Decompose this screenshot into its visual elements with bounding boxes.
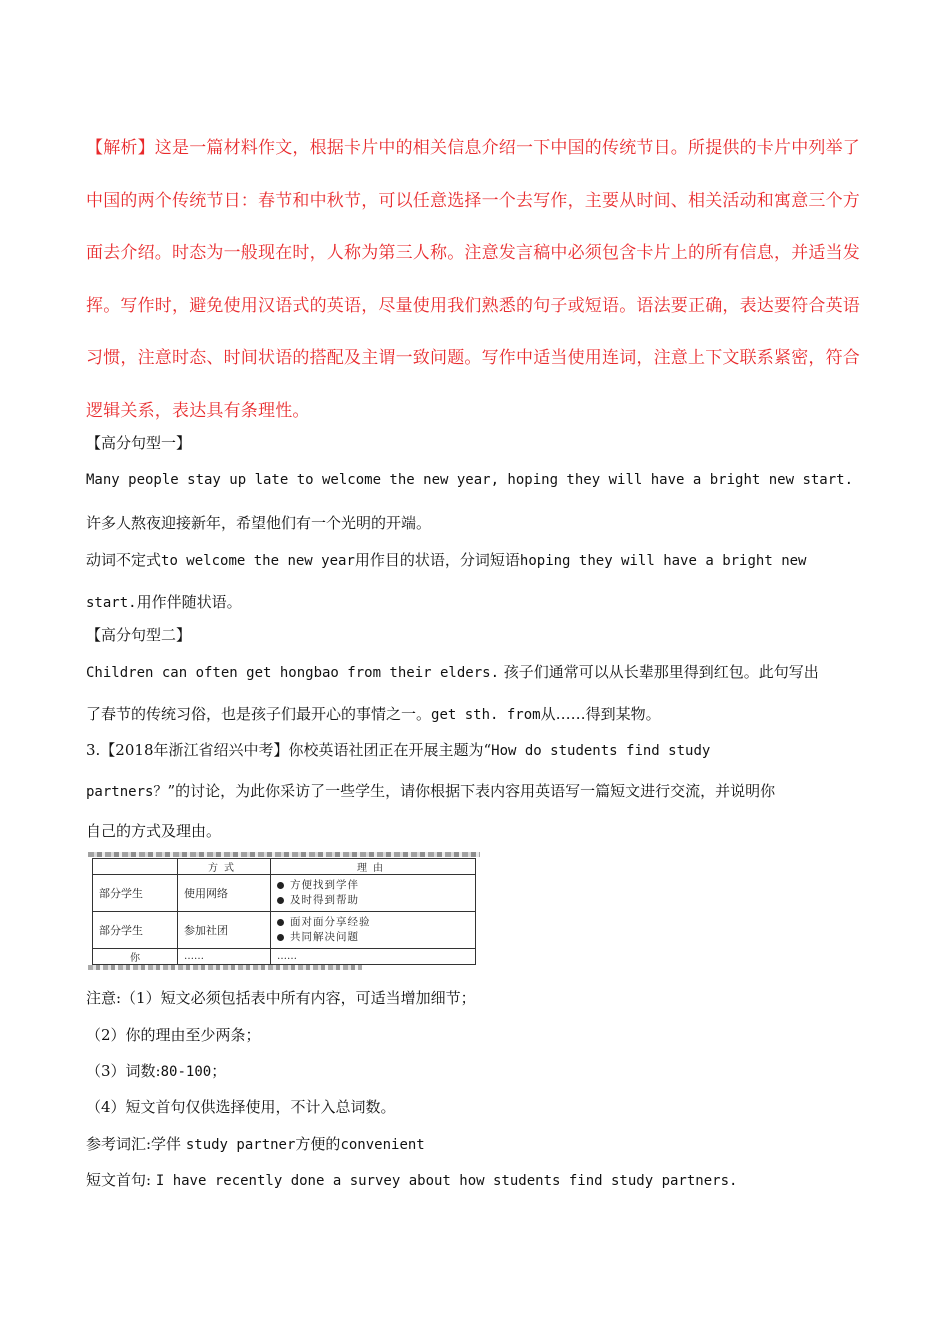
- note-2: （2）你的理由至少两条；: [86, 1026, 261, 1044]
- first-sentence-label: 短文首句:: [86, 1171, 152, 1189]
- pattern2-heading: 【高分句型二】: [86, 626, 192, 644]
- table-header-reason: 理由: [271, 859, 476, 875]
- table-cell-who: 部分学生: [93, 912, 178, 949]
- note-3-b: 80-100: [160, 1064, 212, 1080]
- pattern1-note-a: 动词不定式: [86, 551, 162, 569]
- bullet-icon: [277, 919, 284, 926]
- cropped-text-band-top: [88, 852, 480, 857]
- note-3-a: （3）词数:: [86, 1062, 161, 1080]
- question3-line1-b: How do students find study: [491, 743, 711, 759]
- reason-item: [277, 893, 469, 908]
- pattern1-chinese: 许多人熬夜迎接新年，希望他们有一个光明的开端。: [86, 514, 432, 532]
- pattern1-note-c: 用作目的状语，分词短语: [354, 551, 520, 569]
- reason-text: 面对面分享经验: [290, 916, 371, 928]
- survey-table-image: [88, 852, 480, 970]
- vocab-a: 参考词汇:学伴: [86, 1135, 182, 1153]
- pattern1-note-cont: [86, 591, 876, 612]
- table-cell-who: 你: [93, 949, 178, 965]
- bullet-icon: [277, 897, 284, 904]
- pattern2-phrase: get sth. from: [431, 707, 541, 723]
- pattern1-note-f: 用作伴随状语。: [136, 593, 242, 611]
- first-sentence: [86, 1169, 876, 1190]
- pattern2-english: Children can often get hongbao from their elders.: [86, 665, 500, 681]
- table-cell-who: 部分学生: [93, 875, 178, 912]
- pattern2-chinese-b: 了春节的传统习俗，也是孩子们最开心的事情之一。: [86, 705, 432, 723]
- survey-table: [92, 858, 476, 965]
- pattern1-note-d: hoping they will have a bright new: [519, 553, 807, 569]
- pattern2-sentence: [86, 661, 876, 682]
- table-header-method: 方式: [178, 859, 271, 875]
- vocab-b: study partner: [185, 1137, 296, 1153]
- analysis-text: 【解析】这是一篇材料作文，根据卡片中的相关信息介绍一下中国的传统节日。所提供的卡片中列举了中国的两个传统节日：春节和中秋节，可以任意选择一个去写作，主要从时间、相关活动和寓意三个方面去介绍。时态为一般现在时，人称为第三人称。注意发言稿中必须包含卡片上的所有信息，并适当发挥。写作时，避免使用汉语式的英语，尽量使用我们熟悉的句子或短语。语法要正确，表达要符合英语习惯，注意时态、时间状语的搭配及主谓一致问题。写作中适当使用连词，注意上下文联系紧密，符合逻辑关系，表达具有条理性。: [86, 138, 860, 421]
- pattern1-english: Many people stay up late to welcome the new year, hoping they will have a bright new start.: [86, 472, 854, 488]
- table-cell-reason: ……: [271, 949, 476, 965]
- question3-line2: [86, 780, 876, 801]
- reference-vocab: [86, 1133, 876, 1154]
- table-cell-reasons: [271, 875, 476, 912]
- pattern1-note-b: to welcome the new year: [161, 553, 355, 569]
- reason-text: 及时得到帮助: [290, 894, 359, 906]
- reason-item: [277, 930, 469, 945]
- reason-item: [277, 915, 469, 930]
- bullet-icon: [277, 934, 284, 941]
- pattern1-note-e: start.: [86, 595, 137, 611]
- note-3: [86, 1060, 876, 1081]
- pattern2-sentence-cont: [86, 703, 876, 724]
- table-cell-method: 使用网络: [178, 875, 271, 912]
- table-header-row: [93, 859, 476, 875]
- question3-line1: [86, 739, 876, 760]
- reason-text: 共同解决问题: [290, 931, 359, 943]
- table-cell-method: 参加社团: [178, 912, 271, 949]
- analysis-paragraph: [86, 122, 866, 437]
- pattern2-phrase-meaning: 从……得到某物。: [540, 705, 661, 723]
- vocab-c: 方便的: [295, 1135, 341, 1153]
- table-header-blank: [93, 859, 178, 875]
- first-sentence-text: I have recently done a survey about how students find study partners.: [155, 1173, 738, 1189]
- pattern1-heading: 【高分句型一】: [86, 434, 192, 452]
- table-cell-method: ……: [178, 949, 271, 965]
- pattern2-chinese-a: 孩子们通常可以从长辈那里得到红包。此句写出: [503, 663, 819, 681]
- question3-line1-a: 3.【2018年浙江省绍兴中考】你校英语社团正在开展主题为“: [86, 741, 492, 759]
- question3-line3: 自己的方式及理由。: [86, 822, 222, 840]
- cropped-text-band-bottom: [88, 965, 362, 970]
- note-3-c: ；: [211, 1062, 227, 1080]
- table-cell-reasons: [271, 912, 476, 949]
- bullet-icon: [277, 882, 284, 889]
- question3-line2-a: partners？: [86, 784, 168, 800]
- question3-line2-b: ”的讨论，为此你采访了一些学生，请你根据下表内容用英语写一篇短文进行交流，并说明你: [167, 782, 776, 800]
- note-1: 注意:（1）短文必须包括表中所有内容，可适当增加细节；: [86, 989, 476, 1007]
- note-4: （4）短文首句仅供选择使用，不计入总词数。: [86, 1098, 396, 1116]
- table-row: [93, 912, 476, 949]
- reason-item: [277, 878, 469, 893]
- reason-text: 方便找到学伴: [290, 879, 359, 891]
- vocab-d: convenient: [340, 1137, 425, 1153]
- pattern1-note: [86, 549, 876, 570]
- table-row: [93, 949, 476, 965]
- table-row: [93, 875, 476, 912]
